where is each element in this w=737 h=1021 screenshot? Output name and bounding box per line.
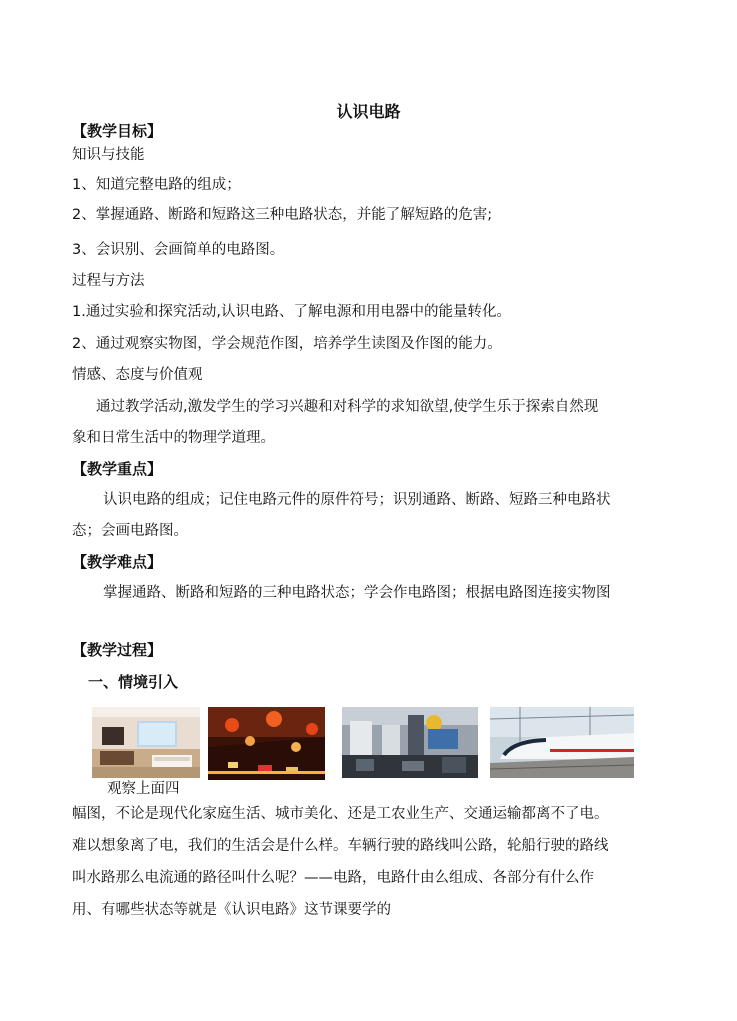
difficulties-heading: 【教学难点】 <box>72 553 163 571</box>
document-title: 认识电路 <box>336 102 401 121</box>
knowledge-item: 2、掌握通路、断路和短路这三种电路状态，并能了解短路的危害; <box>72 207 493 223</box>
key-points-heading: 【教学重点】 <box>72 460 163 478</box>
intro-paragraph-line: 用、有哪些状态等就是《认识电路》这节课要学的 <box>72 902 391 918</box>
image-caption: 观察上面四 <box>107 781 180 797</box>
objectives-heading: 【教学目标】 <box>72 122 163 140</box>
process-method-heading: 过程与方法 <box>72 273 145 289</box>
key-points-line: 认识电路的组成；记住电路元件的原件符号；识别通路、断路、短路三种电路状 <box>103 492 611 508</box>
industrial-robot-photo <box>342 707 478 778</box>
process-heading: 【教学过程】 <box>72 641 163 659</box>
emotion-paragraph-line: 通过教学活动,激发学生的学习兴趣和对科学的求知欲望,使学生乐于探索自然现 <box>96 399 599 415</box>
intro-paragraph-line: 难以想象离了电，我们的生活会是什么样。车辆行驶的路线叫公路，轮船行驶的路线 <box>72 838 609 854</box>
intro-paragraph-line: 叫水路那么电流通的路径叫什么呢？——电路，电路什由么组成、各部分有什么作 <box>72 870 594 886</box>
knowledge-item: 3、会识别、会画简单的电路图。 <box>72 242 285 258</box>
high-speed-train-photo <box>490 707 634 778</box>
intro-paragraph-line: 幅图，不论是现代化家庭生活、城市美化、还是工农业生产、交通运输都离不了电。 <box>72 806 609 822</box>
knowledge-heading: 知识与技能 <box>72 147 145 163</box>
section-heading: 一、情境引入 <box>88 673 179 691</box>
city-lanterns-photo <box>208 707 325 780</box>
difficulties-line: 掌握通路、断路和短路的三种电路状态；学会作电路图；根据电路图连接实物图 <box>103 585 611 601</box>
process-item: 1.通过实验和探究活动,认识电路、了解电源和用电器中的能量转化。 <box>72 304 511 320</box>
emotion-heading: 情感、态度与价值观 <box>72 367 203 383</box>
living-room-photo <box>92 707 200 778</box>
process-item: 2、通过观察实物图，学会规范作图，培养学生读图及作图的能力。 <box>72 336 502 352</box>
key-points-line: 态；会画电路图。 <box>72 523 188 539</box>
emotion-paragraph-line: 象和日常生活中的物理学道理。 <box>72 430 275 446</box>
knowledge-item: 1、知道完整电路的组成； <box>72 177 241 193</box>
